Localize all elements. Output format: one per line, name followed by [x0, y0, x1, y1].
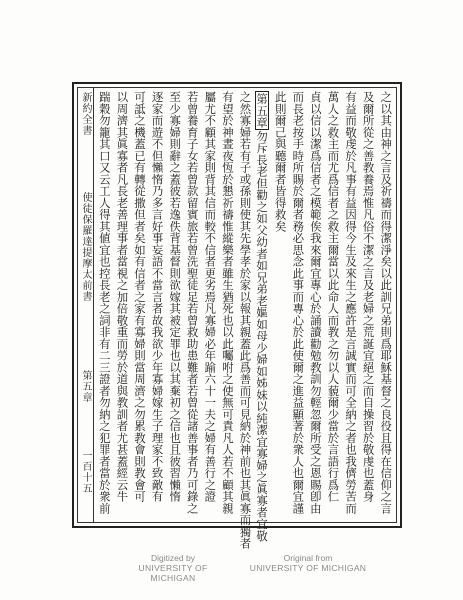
text-column [238, 91, 253, 550]
text-column [380, 91, 392, 521]
text-column [116, 91, 128, 521]
text-column [152, 91, 164, 521]
column-text: 若曾養育子女若曾款留賓旅若曾洗聖徒足若曾救助患難者若曾從諸善事者乃可錄之 [185, 91, 200, 514]
book-title: 使徒保羅達提摩太前書 [80, 192, 91, 302]
digitized-by-label: Digitized by [151, 553, 195, 563]
text-column [187, 91, 199, 521]
column-text: 有益而敬虔於凡事有益因得今生及來生之應許是言誠實而可全納之者也我儕勞苦而 [344, 91, 359, 514]
text-column [345, 91, 357, 521]
original-from-institution: UNIVERSITY OF MICHIGAN [249, 563, 367, 573]
text-column [310, 91, 322, 521]
text-column [169, 91, 181, 521]
chapter-marker: 第五章 [255, 93, 270, 129]
text-column [363, 91, 375, 521]
text-column [255, 91, 270, 542]
column-text: 可詆之機蓋已有轉從撒但者矣如有信者之家有寡婦則當周濟之勿累教會則教會可 [132, 91, 147, 503]
digitized-by-credit [118, 553, 228, 583]
column-text: 踹穀勿籠其口又云工人得其値宜也控長老之詞非有二三證者勿納之犯罪者當於衆前 [97, 91, 112, 514]
column-text: 萬人之救主而尤爲信者之救主爾當以此命人而教之勿以人藐爾少當於言語行爲仁 [326, 91, 341, 503]
text-column [275, 91, 287, 521]
text-column [204, 91, 216, 521]
column-text: 勿斥長老但勸之如父幼者如兄弟老嫗如母少婦如姊妹以純潔宜寡婦之眞寡者宜敬 [255, 130, 270, 542]
series-title: 新約全書 [80, 92, 91, 136]
digitized-by-institution: UNIVERSITY OF MICHIGAN [138, 563, 208, 583]
original-from-label: Original from [283, 553, 333, 563]
column-text: 及爾所從之善教養焉惟凡俗不潔之言及老婦之荒誕宜絕之而自操習於敬虔也蓋身 [361, 91, 376, 503]
column-text: 此則爾己與聽爾者皆得救矣 [273, 91, 288, 232]
page-number: 一百十五 [80, 450, 91, 494]
column-text: 以周濟其眞寡者凡長老善理事者當視之加倍敬重而勞於道與教訓者尤甚蓋經云牛 [115, 91, 130, 503]
text-body [96, 89, 395, 550]
column-text: 之然寡婦若有子或孫則使其先學孝於家以報其親蓋此爲善而可見納於神前也其眞寡而獨者 [238, 91, 253, 550]
column-text: 至少寡婦則辭之蓋彼若逸佚背基督則欲嫁其被定罪也以其棄初之信也且彼習懶惰 [168, 91, 183, 503]
text-column [134, 91, 146, 521]
column-text: 屬尤不顧其家則背其信而較不信者更劣焉凡寡婦必年踰六十一夫之婦有善行之證 [203, 91, 218, 503]
column-text: 逐家而遊不但懶惰乃多言好事妄語不當言者故我欲少年寡婦嫁生子理家不致敵有 [150, 91, 165, 503]
chapter-label: 第五章 [80, 370, 91, 403]
original-from-credit [248, 553, 368, 573]
column-text: 貞以信以潔爲信者之模範俟我來爾宜專心於誦讀勸勉教訓勿輕忽爾所受之恩賜卽由 [308, 91, 323, 514]
text-column [327, 91, 339, 521]
text-column [222, 91, 234, 521]
column-text: 有望於神晝夜恆於懇祈禱惟縱樂者雖生猶死也以此囑咐之使無可責凡人若不顧其親 [220, 91, 235, 514]
text-column [292, 91, 304, 521]
column-text: 而長老按手時所賜於爾者務必思念此事而專心於此使爾之進益顯著於衆人也爾宜謹 [291, 91, 306, 514]
column-text: 之以其由神之言及祈禱而得潔淨矣以此訓兄弟則爲耶穌基督之良役且得在信仰之言 [379, 91, 394, 514]
text-column [99, 91, 111, 521]
